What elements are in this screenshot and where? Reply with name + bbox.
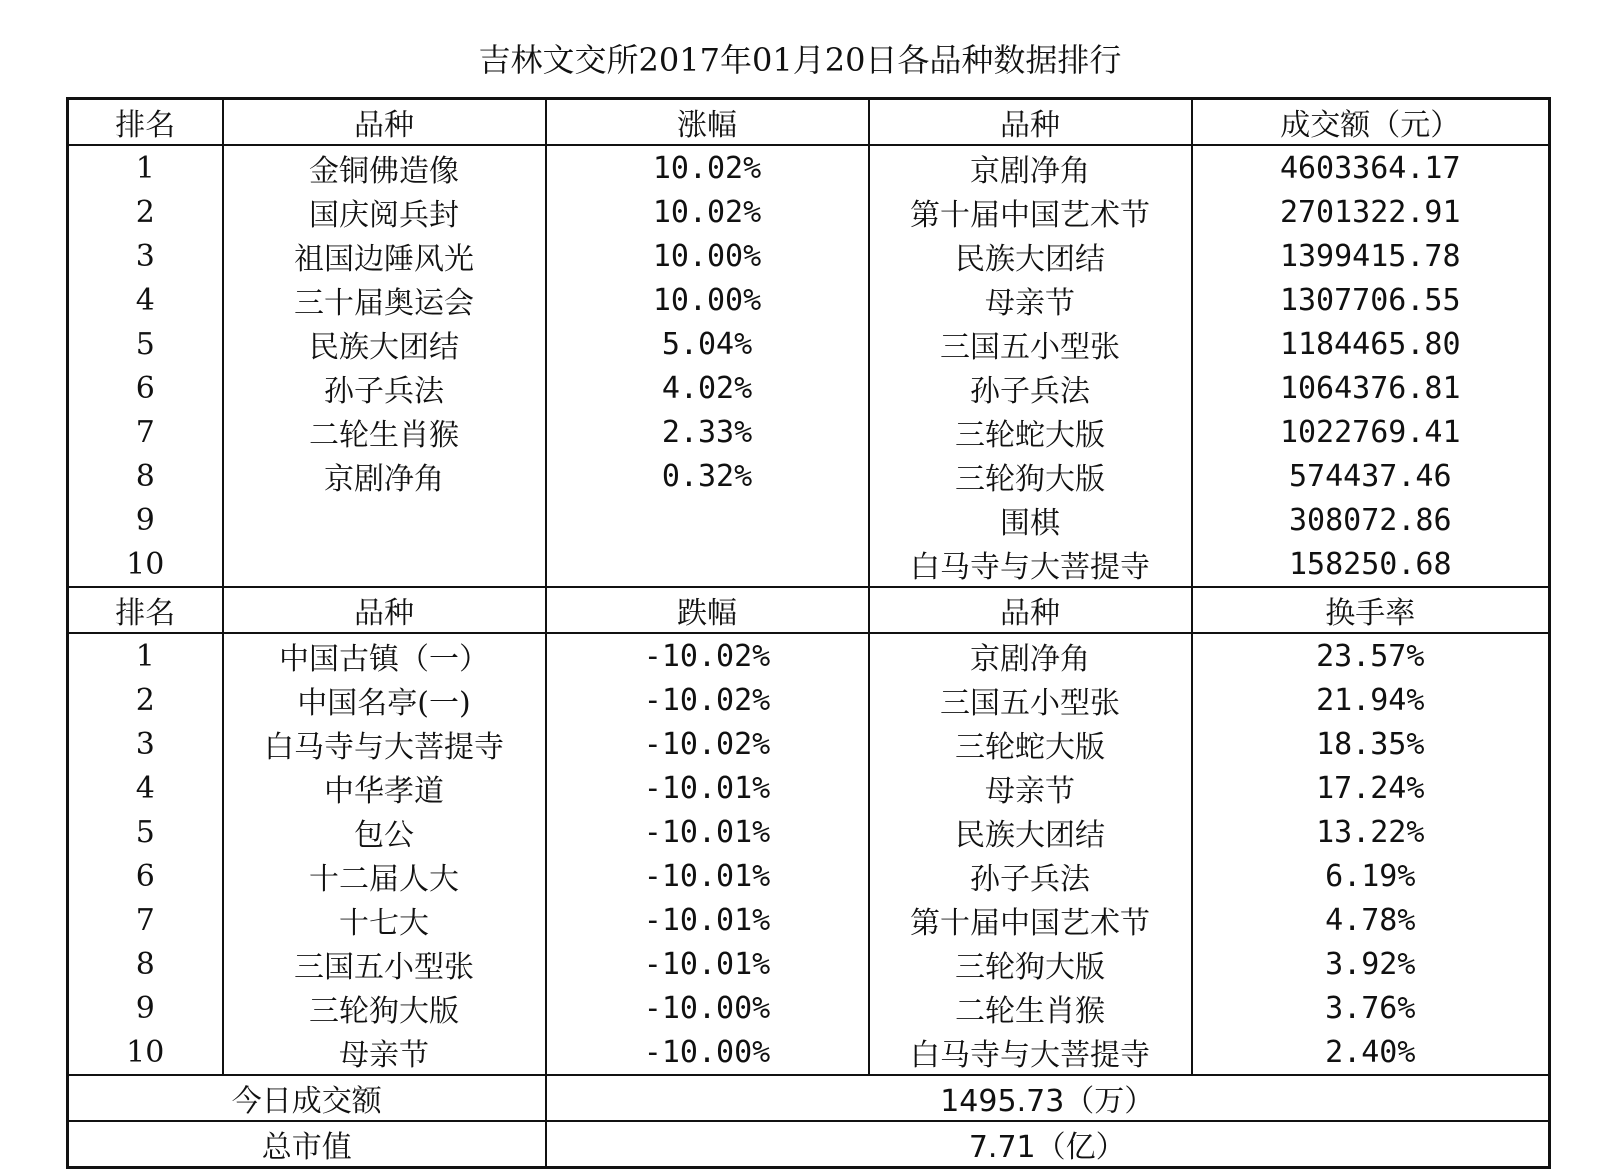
cell-rate-name: 三国五小型张 <box>869 678 1192 722</box>
cell-rank: 1 <box>135 150 155 186</box>
cell-amount: 158250.68 <box>1192 542 1550 587</box>
cell-rank: 2 <box>135 682 155 718</box>
summary-market-cap-row <box>68 1121 1550 1168</box>
cell-rate-name: 孙子兵法 <box>869 854 1192 898</box>
cell-turnover-name: 母亲节 <box>869 278 1192 322</box>
cell-gain: 10.00% <box>546 234 869 278</box>
cell-drop: -10.02% <box>546 678 869 722</box>
cell-gain-name: 京剧净角 <box>223 454 546 498</box>
table-row <box>68 942 1550 986</box>
cell-drop: -10.01% <box>546 898 869 942</box>
cell-amount: 1064376.81 <box>1192 366 1550 410</box>
cell-turnover-name: 孙子兵法 <box>869 366 1192 410</box>
cell-turnover-name: 三轮狗大版 <box>869 454 1192 498</box>
summary-turnover-label: 今日成交额 <box>68 1075 546 1121</box>
header-turnover-variety: 品种 <box>869 99 1192 146</box>
cell-turnover-name: 第十届中国艺术节 <box>869 190 1192 234</box>
cell-turnover-name: 三轮蛇大版 <box>869 410 1192 454</box>
cell-rate: 17.24% <box>1192 766 1550 810</box>
header-rank: 排名 <box>68 587 223 633</box>
cell-rate: 13.22% <box>1192 810 1550 854</box>
cell-rank: 2 <box>135 194 155 230</box>
cell-drop: -10.00% <box>546 986 869 1030</box>
cell-rate: 21.94% <box>1192 678 1550 722</box>
table-row <box>68 678 1550 722</box>
header-turnover-rate: 换手率 <box>1192 587 1550 633</box>
cell-rank: 4 <box>135 282 155 318</box>
cell-drop-name: 中国名亭(一) <box>223 678 546 722</box>
header-amount: 成交额（元） <box>1192 99 1550 146</box>
bottom-header-row <box>68 587 1550 633</box>
cell-turnover-name: 三国五小型张 <box>869 322 1192 366</box>
cell-drop-name: 包公 <box>223 810 546 854</box>
cell-rate-name: 三轮狗大版 <box>869 942 1192 986</box>
table-row <box>68 498 1550 542</box>
cell-rate: 2.40% <box>1192 1030 1550 1075</box>
cell-rate: 4.78% <box>1192 898 1550 942</box>
cell-drop-name: 十七大 <box>223 898 546 942</box>
header-rank: 排名 <box>68 99 223 146</box>
cell-gain-name: 三十届奥运会 <box>223 278 546 322</box>
document-title: 吉林文交所2017年01月20日各品种数据排行 <box>478 41 1122 79</box>
cell-rate-name: 二轮生肖猴 <box>869 986 1192 1030</box>
header-gain-variety: 品种 <box>223 99 546 146</box>
cell-turnover-name: 白马寺与大菩提寺 <box>869 542 1192 587</box>
cell-gain-name: 孙子兵法 <box>223 366 546 410</box>
cell-drop: -10.02% <box>546 633 869 678</box>
table-row <box>68 1030 1550 1075</box>
cell-rate: 6.19% <box>1192 854 1550 898</box>
header-drop-variety: 品种 <box>223 587 546 633</box>
cell-rate-name: 白马寺与大菩提寺 <box>869 1030 1192 1075</box>
cell-gain-name <box>223 498 546 542</box>
cell-gain-name: 国庆阅兵封 <box>223 190 546 234</box>
ranking-table <box>66 97 1551 1169</box>
cell-drop: -10.00% <box>546 1030 869 1075</box>
ranking-table-body <box>68 99 1550 1168</box>
table-row <box>68 410 1550 454</box>
table-row <box>68 322 1550 366</box>
cell-drop: -10.01% <box>546 942 869 986</box>
cell-drop: -10.01% <box>546 810 869 854</box>
cell-amount: 1307706.55 <box>1192 278 1550 322</box>
cell-gain-name: 金铜佛造像 <box>223 145 546 190</box>
header-rate-variety: 品种 <box>869 587 1192 633</box>
table-row <box>68 633 1550 678</box>
table-row <box>68 898 1550 942</box>
cell-amount: 308072.86 <box>1192 498 1550 542</box>
cell-turnover-name: 围棋 <box>869 498 1192 542</box>
table-row <box>68 278 1550 322</box>
cell-rank: 7 <box>135 902 155 938</box>
cell-gain-name <box>223 542 546 587</box>
cell-gain <box>546 542 869 587</box>
table-row <box>68 986 1550 1030</box>
cell-rank: 10 <box>126 1034 165 1070</box>
cell-amount: 1399415.78 <box>1192 234 1550 278</box>
cell-drop-name: 十二届人大 <box>223 854 546 898</box>
header-gain: 涨幅 <box>546 99 869 146</box>
table-row <box>68 810 1550 854</box>
cell-rate: 3.92% <box>1192 942 1550 986</box>
cell-rate: 18.35% <box>1192 722 1550 766</box>
table-row <box>68 722 1550 766</box>
cell-gain: 2.33% <box>546 410 869 454</box>
cell-drop: -10.01% <box>546 854 869 898</box>
table-row <box>68 366 1550 410</box>
cell-drop-name: 三国五小型张 <box>223 942 546 986</box>
table-row <box>68 145 1550 190</box>
cell-amount: 574437.46 <box>1192 454 1550 498</box>
summary-market-cap-label: 总市值 <box>68 1121 546 1168</box>
cell-rate-name: 三轮蛇大版 <box>869 722 1192 766</box>
cell-gain-name: 祖国边陲风光 <box>223 234 546 278</box>
cell-gain-name: 二轮生肖猴 <box>223 410 546 454</box>
cell-gain: 4.02% <box>546 366 869 410</box>
cell-rate: 3.76% <box>1192 986 1550 1030</box>
cell-drop-name: 中华孝道 <box>223 766 546 810</box>
cell-rank: 6 <box>135 370 155 406</box>
table-row <box>68 542 1550 587</box>
cell-rank: 7 <box>135 414 155 450</box>
cell-amount: 1022769.41 <box>1192 410 1550 454</box>
cell-rank: 5 <box>135 814 155 850</box>
cell-drop: -10.01% <box>546 766 869 810</box>
cell-rate-name: 母亲节 <box>869 766 1192 810</box>
top-header-row <box>68 99 1550 146</box>
cell-drop: -10.02% <box>546 722 869 766</box>
cell-rate-name: 民族大团结 <box>869 810 1192 854</box>
cell-gain: 10.02% <box>546 190 869 234</box>
cell-rank: 9 <box>135 990 155 1026</box>
cell-rate: 23.57% <box>1192 633 1550 678</box>
cell-rank: 6 <box>135 858 155 894</box>
cell-amount: 4603364.17 <box>1192 145 1550 190</box>
cell-rank: 10 <box>126 546 165 582</box>
cell-rank: 5 <box>135 326 155 362</box>
cell-gain: 0.32% <box>546 454 869 498</box>
cell-rank: 4 <box>135 770 155 806</box>
cell-drop-name: 中国古镇（一） <box>223 633 546 678</box>
cell-amount: 1184465.80 <box>1192 322 1550 366</box>
cell-rank: 3 <box>135 238 155 274</box>
cell-turnover-name: 民族大团结 <box>869 234 1192 278</box>
cell-rate-name: 京剧净角 <box>869 633 1192 678</box>
table-row <box>68 454 1550 498</box>
cell-rank: 1 <box>135 638 155 674</box>
cell-rank: 9 <box>135 502 155 538</box>
cell-drop-name: 三轮狗大版 <box>223 986 546 1030</box>
cell-gain-name: 民族大团结 <box>223 322 546 366</box>
cell-rank: 8 <box>135 946 155 982</box>
cell-rate-name: 第十届中国艺术节 <box>869 898 1192 942</box>
header-drop: 跌幅 <box>546 587 869 633</box>
cell-drop-name: 母亲节 <box>223 1030 546 1075</box>
cell-gain: 10.00% <box>546 278 869 322</box>
cell-gain <box>546 498 869 542</box>
cell-gain: 10.02% <box>546 145 869 190</box>
cell-turnover-name: 京剧净角 <box>869 145 1192 190</box>
summary-market-cap-value: 7.71（亿） <box>546 1121 1550 1168</box>
cell-gain: 5.04% <box>546 322 869 366</box>
cell-rank: 3 <box>135 726 155 762</box>
table-row <box>68 766 1550 810</box>
cell-amount: 2701322.91 <box>1192 190 1550 234</box>
table-row <box>68 190 1550 234</box>
table-row <box>68 854 1550 898</box>
cell-rank: 8 <box>135 458 155 494</box>
table-row <box>68 234 1550 278</box>
summary-turnover-row <box>68 1075 1550 1121</box>
summary-turnover-value: 1495.73（万） <box>546 1075 1550 1121</box>
cell-drop-name: 白马寺与大菩提寺 <box>223 722 546 766</box>
